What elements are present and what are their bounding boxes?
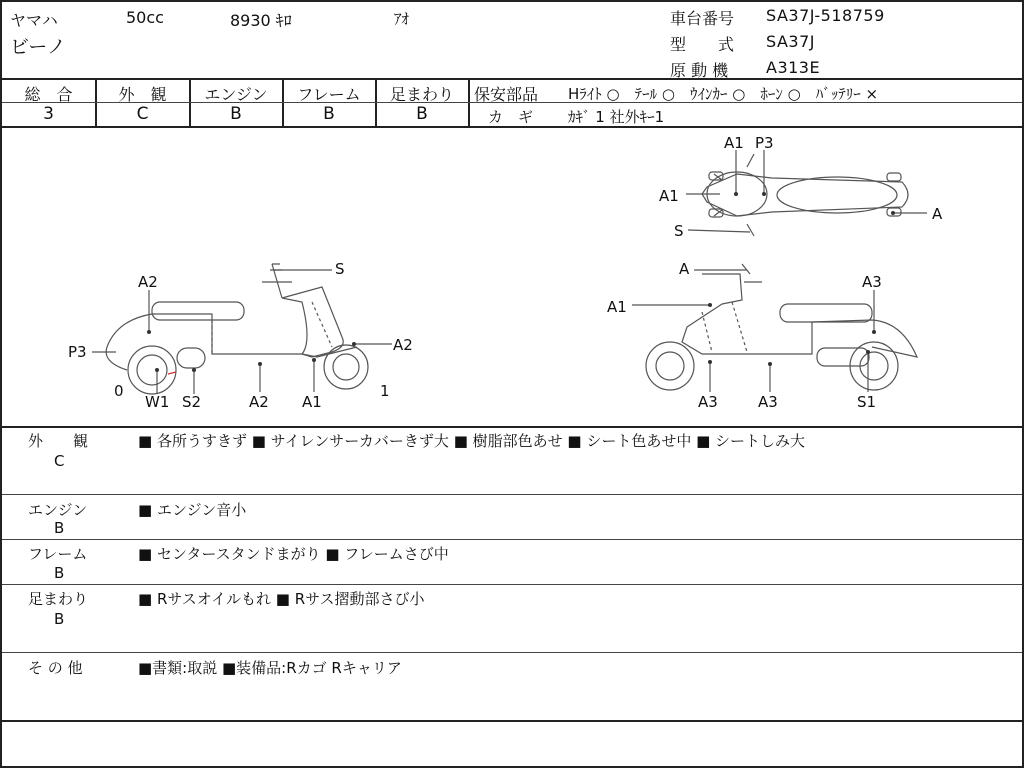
engine-grade-value: B [230,104,242,124]
remark-text-frame: ■ センタースタンドまがり ■ フレームさび中 [138,545,449,563]
remark-label-exterior: 外 観 [28,432,89,450]
frame-number-label: 車台番号 [670,9,735,28]
model-name: ビーノ [10,36,66,58]
callout-label: A1 [659,187,679,205]
remark-text-suspension: ■ Rサスオイルもれ ■ Rサス摺動部さび小 [138,590,425,608]
key-value: ｶｷﾞ 1 社外ｷｰ1 [568,108,665,126]
callout-label: A3 [758,393,778,411]
callout-label: A2 [138,273,158,291]
callout-label: A1 [302,393,322,411]
frame-grade-label: フレーム [297,85,361,104]
callout-label: A [679,260,690,278]
exterior-grade-label: 外 観 [118,85,167,104]
callout-label: 0 [114,382,124,400]
divider [2,539,1022,540]
remark-grade-frame: B [54,564,65,582]
frame-grade-value: B [323,104,335,124]
engine-grade-label: エンジン [204,85,268,104]
maker-text: ヤマハ [10,11,58,30]
callout-label: A3 [862,273,882,291]
remark-grade-exterior: C [54,452,65,470]
callout-label: A3 [698,393,718,411]
suspension-grade-label: 足まわり [389,85,454,104]
frame-number-value: SA37J-518759 [766,6,885,25]
type-value: SA37J [766,32,815,51]
engine-model-value: A313E [766,58,821,77]
divider [2,720,1022,722]
color-text: ｱｵ [394,10,410,28]
type-label: 型 式 [670,35,735,54]
safety-parts-label: 保安部品 [474,85,539,104]
remark-grade-suspension: B [54,610,65,628]
divider [2,426,1022,428]
callout-label: A1 [724,134,744,152]
callout-label: W1 [145,393,170,411]
divider [2,78,1022,80]
callout-label: S2 [182,393,202,411]
divider [2,652,1022,653]
remark-label-suspension: 足まわり [28,590,89,608]
callout-label: A1 [607,298,627,316]
exterior-grade-value: C [136,104,149,124]
remark-label-other: そ の 他 [28,659,83,677]
key-label: カ ギ [488,108,534,126]
remark-text-exterior: ■ 各所うすきず ■ サイレンサーカバーきず大 ■ 樹脂部色あせ ■ シート色あせ中 ■ シートしみ大 [138,432,806,450]
scooter-top-view [702,154,908,236]
remark-label-frame: フレーム [28,545,88,563]
overall-grade-label: 総 合 [24,85,73,104]
callout-label: P3 [755,134,774,152]
remark-text-other: ■書類:取説 ■装備品:Rカゴ Rキャリア [138,659,402,677]
remark-label-engine: エンジン [28,501,88,519]
callout-label: A2 [249,393,269,411]
callout-label: S [335,260,345,278]
divider [468,79,470,127]
callout-label: S1 [857,393,877,411]
engine-model-label: 原 動 機 [670,61,729,80]
divider [2,494,1022,495]
callout-label: A2 [393,336,413,354]
callout-label: S [674,222,684,240]
displacement-text: 50cc [126,8,164,27]
remark-grade-engine: B [54,519,65,537]
callout-label: P3 [68,343,87,361]
callout-label: A [932,205,943,223]
safety-parts-items: Hﾗｲﾄ ○ ﾃｰﾙ ○ ｳｲﾝｶｰ ○ ﾎｰﾝ ○ ﾊﾞｯﾃﾘｰ × [568,85,879,103]
overall-grade-value: 3 [43,104,54,124]
mileage-text: 8930 ｷﾛ [230,11,292,30]
suspension-grade-value: B [416,104,428,124]
remark-text-engine: ■ エンジン音小 [138,501,247,519]
divider [2,584,1022,585]
callout-label: 1 [380,382,390,400]
